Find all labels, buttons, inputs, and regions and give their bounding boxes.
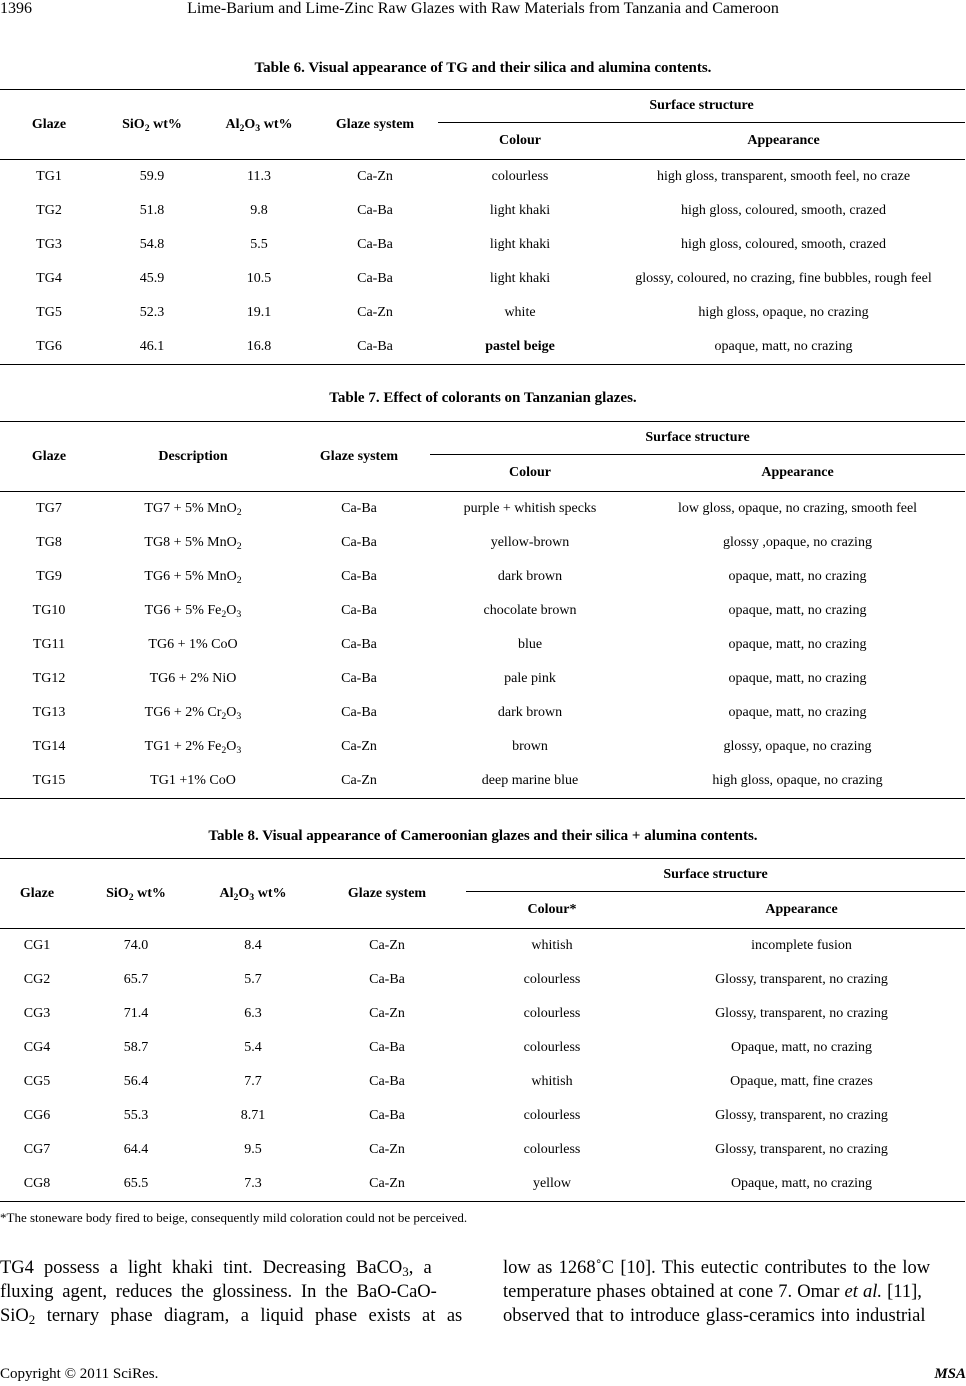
al2o3-value: 9.5 [244,1142,262,1157]
sio2-value: 59.9 [139,169,165,184]
glaze-system: Ca-Zn [357,305,393,320]
table-row [0,228,965,262]
table-row [0,194,965,228]
glaze-id: TG7 [36,501,62,516]
colour: light khaki [489,271,551,286]
appearance: opaque, matt, no crazing [728,671,867,686]
appearance: opaque, matt, no crazing [728,569,867,584]
colour: chocolate brown [483,603,577,618]
al2o3-value: 10.5 [246,271,272,286]
table-row [0,492,965,527]
glaze-system: Ca-Ba [369,972,405,987]
appearance: high gloss, transparent, smooth feel, no craze [656,169,911,184]
colour: brown [512,739,548,754]
table-row [0,1167,965,1202]
glaze-system: Ca-Ba [341,705,377,720]
glaze-system: Ca-Ba [369,1040,405,1055]
table-row [0,560,965,594]
table8-header-appearance: Appearance [638,892,965,929]
description: TG6 + 1% CoO [148,637,238,652]
glaze-system: Ca-Ba [312,330,438,365]
colour: deep marine blue [430,764,630,799]
page-header [0,0,966,22]
table-row [0,1133,965,1167]
colour: yellow [466,1167,638,1202]
glaze-id: CG6 [23,1108,51,1123]
table7-header-surface: Surface structure [430,422,965,455]
table8-header-glaze: Glaze [0,859,74,929]
table-row [0,1065,965,1099]
appearance: incomplete fusion [751,938,852,953]
colour: light khaki [489,237,551,252]
table6-header-appearance: Appearance [602,123,965,160]
glaze-system: Ca-Zn [369,1142,405,1157]
sio2-value: 46.1 [98,330,206,365]
table7 [0,421,965,799]
appearance: opaque, matt, no crazing [728,637,867,652]
description: TG8 + 5% MnO$_2$ [144,535,242,552]
colour: purple + whitish specks [463,501,597,516]
glaze-id: CG2 [23,972,51,987]
glaze-system: Ca-Zn [369,1006,405,1021]
body-text-line: observed that to introduce glass-ceramics into industrial [503,1306,926,1326]
glaze-id: TG8 [36,535,62,550]
sio2-value: 54.8 [139,237,165,252]
glaze-system: Ca-Ba [357,237,393,252]
table-row [0,730,965,764]
colour: white [504,305,536,320]
table8-header-sio2: SiO$_2$ wt% [74,859,198,929]
table-row [0,594,965,628]
table-row [0,1031,965,1065]
table7-header-glaze: Glaze [0,422,98,492]
description: TG6 + 5% $Fe_2O_3$ [144,603,242,620]
body-text-line: low as 1268˚C [10]. This eutectic contributes to the low [503,1258,931,1278]
description: TG7 + 5% MnO$_2$ [144,501,242,518]
glaze-id: TG9 [36,569,62,584]
colour: dark brown [497,569,563,584]
glaze-id: TG12 [32,671,66,686]
appearance: Opaque, matt, no crazing [638,1167,965,1202]
table6-header-sio2: SiO$_2$ wt% [98,90,206,160]
appearance: glossy, coloured, no crazing, fine bubbles, rough feel [635,271,932,286]
al2o3-value: 5.5 [250,237,268,252]
body-text-left-column [0,1256,462,1328]
al2o3-value: 5.7 [244,972,262,987]
description: TG6 + 2% $Cr_2O_3$ [144,705,242,722]
glaze-system: Ca-Ba [341,637,377,652]
glaze-id: TG13 [32,705,66,720]
al2o3-value: 8.71 [240,1108,266,1123]
appearance: glossy ,opaque, no crazing [723,535,872,550]
running-title: Lime-Barium and Lime-Zinc Raw Glazes with Raw Materials from Tanzania and Cameroon [187,0,779,17]
sio2-value: 51.8 [139,203,165,218]
sio2-value: 64.4 [123,1142,149,1157]
table6-header-colour: Colour [438,123,602,160]
appearance: high gloss, coloured, smooth, crazed [681,237,886,252]
sio2-value: 52.3 [139,305,165,320]
glaze-system: Ca-Zn [369,938,405,953]
table7-header-description: Description [98,422,288,492]
colour: blue [517,637,543,652]
table-row [0,330,965,365]
glaze-id: TG15 [0,764,98,799]
glaze-system: Ca-Ba [341,671,377,686]
table7-header-system: Glaze system [288,422,430,492]
glaze-system: Ca-Ba [357,271,393,286]
glaze-id: CG5 [23,1074,51,1089]
table-row [0,997,965,1031]
glaze-system: Ca-Ba [341,535,377,550]
appearance: opaque, matt, no crazing [728,603,867,618]
glaze-id: TG11 [32,637,66,652]
table8-caption: Table 8. Visual appearance of Cameroonian glazes and their silica + alumina contents. [208,828,758,844]
table-row [0,1099,965,1133]
glaze-id: CG4 [23,1040,51,1055]
colour: colourless [523,1108,581,1123]
table6-header-al2o3: $Al_2O_3$ wt% [206,90,312,160]
journal-name: MSA [934,1366,966,1382]
table-row [0,526,965,560]
al2o3-value: 6.3 [244,1006,262,1021]
body-text-line: SiO$_2$ ternary phase diagram, a liquid phase exists at as [0,1306,463,1327]
glaze-system: Ca-Zn [308,1167,466,1202]
al2o3-value: 7.3 [198,1167,308,1202]
appearance: low gloss, opaque, no crazing, smooth feel [677,501,918,516]
glaze-system: Ca-Zn [288,764,430,799]
glaze-system: Ca-Ba [341,569,377,584]
appearance: opaque, matt, no crazing [602,330,965,365]
table-row [0,696,965,730]
colour: whitish [531,938,573,953]
glaze-system: Ca-Zn [341,739,377,754]
table7-header-appearance: Appearance [630,455,965,492]
sio2-value: 71.4 [123,1006,149,1021]
table8-header-colour: Colour* [466,892,638,929]
appearance: glossy, opaque, no crazing [723,739,872,754]
appearance: opaque, matt, no crazing [728,705,867,720]
al2o3-value: 19.1 [246,305,272,320]
colour: pastel beige [438,330,602,365]
glaze-system: Ca-Ba [341,501,377,516]
appearance: Glossy, transparent, no crazing [715,972,888,987]
sio2-value: 74.0 [123,938,149,953]
description: TG1 +1% CoO [98,764,288,799]
sio2-value: 65.7 [123,972,149,987]
glaze-id: CG1 [23,938,51,953]
al2o3-value: 11.3 [247,169,271,184]
table7-caption: Table 7. Effect of colorants on Tanzanian glazes. [329,390,637,406]
sio2-value: 65.5 [74,1167,198,1202]
table7-header-colour: Colour [430,455,630,492]
al2o3-value: 5.4 [244,1040,262,1055]
table8 [0,858,965,1202]
glaze-id: TG5 [36,305,62,320]
table8-header-al2o3: $Al_2O_3$ wt% [198,859,308,929]
glaze-system: Ca-Ba [357,203,393,218]
appearance: Glossy, transparent, no crazing [715,1006,888,1021]
sio2-value: 56.4 [123,1074,149,1089]
table-row [0,628,965,662]
glaze-id: TG1 [36,169,62,184]
table-row [0,764,965,799]
appearance: Opaque, matt, no crazing [730,1040,873,1055]
al2o3-value: 9.8 [250,203,268,218]
table8-footnote: *The stoneware body fired to beige, consequently mild coloration could not be perceived. [0,1210,468,1225]
sio2-value: 58.7 [123,1040,149,1055]
copyright: Copyright © 2011 SciRes. [0,1366,159,1382]
colour: light khaki [489,203,551,218]
glaze-id: TG10 [32,603,66,618]
glaze-id: CG3 [23,1006,51,1021]
table6-caption: Table 6. Visual appearance of TG and their silica and alumina contents. [254,60,712,76]
colour: whitish [531,1074,573,1089]
glaze-id: TG6 [0,330,98,365]
table-row [0,296,965,330]
al2o3-value: 8.4 [244,938,262,953]
body-text-line: fluxing agent, reduces the glossiness. In the BaO-CaO- [0,1282,437,1302]
glaze-id: TG3 [36,237,62,252]
table6 [0,89,965,365]
description: TG6 + 2% NiO [149,671,237,686]
body-text-line: temperature phases obtained at cone 7. Omar et al. [11], [503,1282,922,1302]
colour: yellow-brown [490,535,570,550]
table-row [0,963,965,997]
table-row [0,662,965,696]
table6-header-system: Glaze system [312,90,438,160]
table8-header-surface: Surface structure [466,859,965,892]
table6-header-glaze: Glaze [0,90,98,160]
sio2-value: 55.3 [123,1108,149,1123]
appearance: high gloss, opaque, no crazing [698,305,869,320]
body-text-line: TG4 possess a light khaki tint. Decreasing BaCO$_3$, a [0,1258,432,1279]
al2o3-value: 7.7 [244,1074,262,1089]
table-row [0,160,965,195]
glaze-system: Ca-Ba [341,603,377,618]
colour: colourless [523,972,581,987]
description: TG6 + 5% MnO$_2$ [144,569,242,586]
colour: pale pink [504,671,556,686]
colour: colourless [523,1040,581,1055]
sio2-value: 45.9 [139,271,165,286]
appearance: Opaque, matt, fine crazes [730,1074,873,1089]
glaze-id: CG8 [0,1167,74,1202]
glaze-id: CG7 [23,1142,51,1157]
colour: colourless [523,1142,581,1157]
glaze-system: Ca-Zn [357,169,393,184]
table-row [0,929,965,964]
appearance: Glossy, transparent, no crazing [715,1142,888,1157]
appearance: Glossy, transparent, no crazing [715,1108,888,1123]
table8-header-system: Glaze system [308,859,466,929]
table6-header-surface: Surface structure [438,90,965,123]
appearance: high gloss, coloured, smooth, crazed [681,203,886,218]
description: TG1 + 2% $Fe_2O_3$ [144,739,242,756]
glaze-system: Ca-Ba [369,1108,405,1123]
glaze-system: Ca-Ba [369,1074,405,1089]
table-row [0,262,965,296]
body-text-right-column [503,1256,966,1328]
colour: dark brown [497,705,563,720]
glaze-id: TG2 [36,203,62,218]
glaze-id: TG14 [32,739,66,754]
glaze-id: TG4 [36,271,62,286]
appearance: high gloss, opaque, no crazing [630,764,965,799]
colour: colourless [523,1006,581,1021]
colour: colourless [491,169,549,184]
page-number: 1396 [0,0,32,17]
al2o3-value: 16.8 [206,330,312,365]
